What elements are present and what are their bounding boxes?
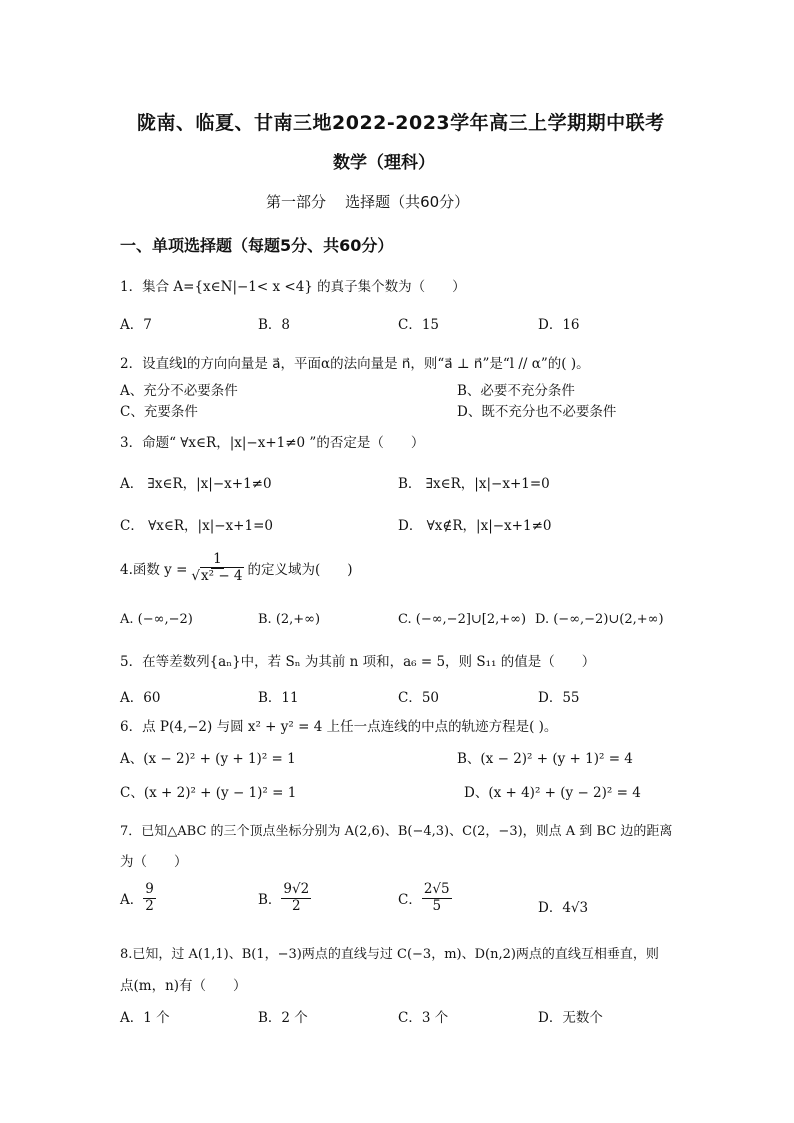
question-5-stem: 5．在等差数列{aₙ}中，若 Sₙ 为其前 n 项和，a₆ = 5，则 S₁₁ 的值是（ ） xyxy=(120,654,596,670)
question-5-option-a[interactable]: A．60 xyxy=(120,690,161,706)
question-8-option-d[interactable]: D．无数个 xyxy=(538,1010,603,1026)
question-6-option-d[interactable]: D、(x + 4)² + (y − 2)² = 4 xyxy=(464,785,641,801)
question-1-option-d[interactable]: D．16 xyxy=(538,317,580,333)
question-2-option-b[interactable]: B、必要不充分条件 xyxy=(457,383,575,399)
question-7-option-d[interactable] xyxy=(538,896,588,916)
question-4-fraction xyxy=(189,552,245,584)
question-4-option-c[interactable]: C. (−∞,−2]∪[2,+∞) xyxy=(398,612,527,627)
part-heading: 第一部分 选择题（共60分） xyxy=(266,193,470,211)
question-7-option-b[interactable] xyxy=(258,882,311,914)
question-2-option-d[interactable]: D、既不充分也不必要条件 xyxy=(457,404,617,420)
question-7-option-c[interactable] xyxy=(398,882,452,914)
section-heading: 一、单项选择题（每题5分、共60分） xyxy=(120,236,394,255)
question-7-option-c-fraction xyxy=(422,882,452,914)
question-7-option-a-den: 2 xyxy=(145,897,154,914)
question-8-stem-line2: 点(m，n)有（ ） xyxy=(120,978,247,994)
question-7-stem-line2: 为（ ） xyxy=(120,854,188,870)
question-1-option-b[interactable]: B．8 xyxy=(258,317,291,333)
question-6-stem: 6．点 P(4,−2) 与圆 x² + y² = 4 上任一点连线的中点的轨迹方程是( )。 xyxy=(120,719,558,735)
question-6-option-b[interactable]: B、(x − 2)² + (y + 1)² = 4 xyxy=(457,751,633,767)
question-4-option-b[interactable]: B. (2,+∞) xyxy=(258,612,321,627)
question-7-option-b-label: B． xyxy=(258,892,282,909)
question-1-stem: 1．集合 A={x∈N|−1< x <4} 的真子集个数为（ ） xyxy=(120,279,466,295)
question-4-denominator: √x² − 4 xyxy=(191,567,243,584)
question-8-option-c[interactable]: C．3 个 xyxy=(398,1010,449,1026)
question-2-stem: 2．设直线l的方向向量是 a⃗，平面α的法向量是 n⃗，则“a⃗ ⊥ n⃗”是“l // α”的( )。 xyxy=(120,356,590,372)
question-3-option-a[interactable]: A． ∃x∈R，|x|−x+1≠0 xyxy=(120,476,272,492)
question-1-option-a[interactable]: A．7 xyxy=(120,317,152,333)
question-2-option-a[interactable]: A、充分不必要条件 xyxy=(120,383,238,399)
question-7-option-a-fraction xyxy=(143,882,156,914)
question-4-option-d[interactable]: D. (−∞,−2)∪(2,+∞) xyxy=(535,612,664,627)
question-7-option-d-value: 4√3 xyxy=(562,900,589,916)
question-5-option-d[interactable]: D．55 xyxy=(538,690,580,706)
question-7-option-c-label: C． xyxy=(398,892,422,909)
question-7-option-b-fraction xyxy=(281,882,311,914)
question-7-stem-line1: 7．已知△ABC 的三个顶点坐标分别为 A(2,6)、B(−4,3)、C(2，−3)，则点 A 到 BC 边的距离 xyxy=(120,824,673,839)
question-6-option-a[interactable]: A、(x − 2)² + (y + 1)² = 1 xyxy=(120,751,296,767)
question-3-option-d[interactable]: D． ∀x∉R，|x|−x+1≠0 xyxy=(398,518,552,534)
question-4-stem xyxy=(120,552,353,584)
question-7-option-a-num: 9 xyxy=(145,881,154,897)
question-8-option-a[interactable]: A．1 个 xyxy=(120,1010,170,1026)
question-4-numerator: 1 xyxy=(213,551,222,567)
question-8-stem-line1: 8.已知，过 A(1,1)、B(1，−3)两点的直线与过 C(−3，m)、D(n,2)两点的直线互相垂直，则 xyxy=(120,947,659,962)
question-3-option-c[interactable]: C． ∀x∈R，|x|−x+1=0 xyxy=(120,518,273,534)
exam-title: 陇南、临夏、甘南三地2022-2023学年高三上学期期中联考 xyxy=(137,112,665,134)
question-1-option-c[interactable]: C．15 xyxy=(398,317,440,333)
question-8-option-b[interactable]: B．2 个 xyxy=(258,1010,308,1026)
question-7-option-c-den: 5 xyxy=(432,897,442,914)
question-4-stem-suffix: 的定义域为( ) xyxy=(247,562,353,579)
question-3-stem: 3．命题“ ∀x∈R，|x|−x+1≠0 ”的否定是（ ） xyxy=(120,435,425,451)
question-3-option-b[interactable]: B． ∃x∈R，|x|−x+1=0 xyxy=(398,476,550,492)
question-5-option-b[interactable]: B．11 xyxy=(258,690,299,706)
question-7-option-c-num: 2√5 xyxy=(423,881,450,897)
question-4-option-a[interactable]: A. (−∞,−2) xyxy=(120,612,193,627)
question-4-stem-prefix: 4.函数 y = xyxy=(120,562,188,579)
question-6-option-c[interactable]: C、(x + 2)² + (y − 1)² = 1 xyxy=(120,785,297,801)
subject-title: 数学（理科） xyxy=(333,153,435,173)
question-2-option-c[interactable]: C、充要条件 xyxy=(120,404,198,420)
question-7-option-b-num: 9√2 xyxy=(283,881,310,897)
question-4-radicand: x² − 4 xyxy=(201,567,243,584)
question-5-option-c[interactable]: C．50 xyxy=(398,690,440,706)
question-7-option-a-label: A． xyxy=(120,892,144,909)
question-7-option-b-den: 2 xyxy=(292,897,301,914)
question-7-option-a[interactable] xyxy=(120,882,156,914)
question-7-option-d-label: D． xyxy=(538,900,563,916)
